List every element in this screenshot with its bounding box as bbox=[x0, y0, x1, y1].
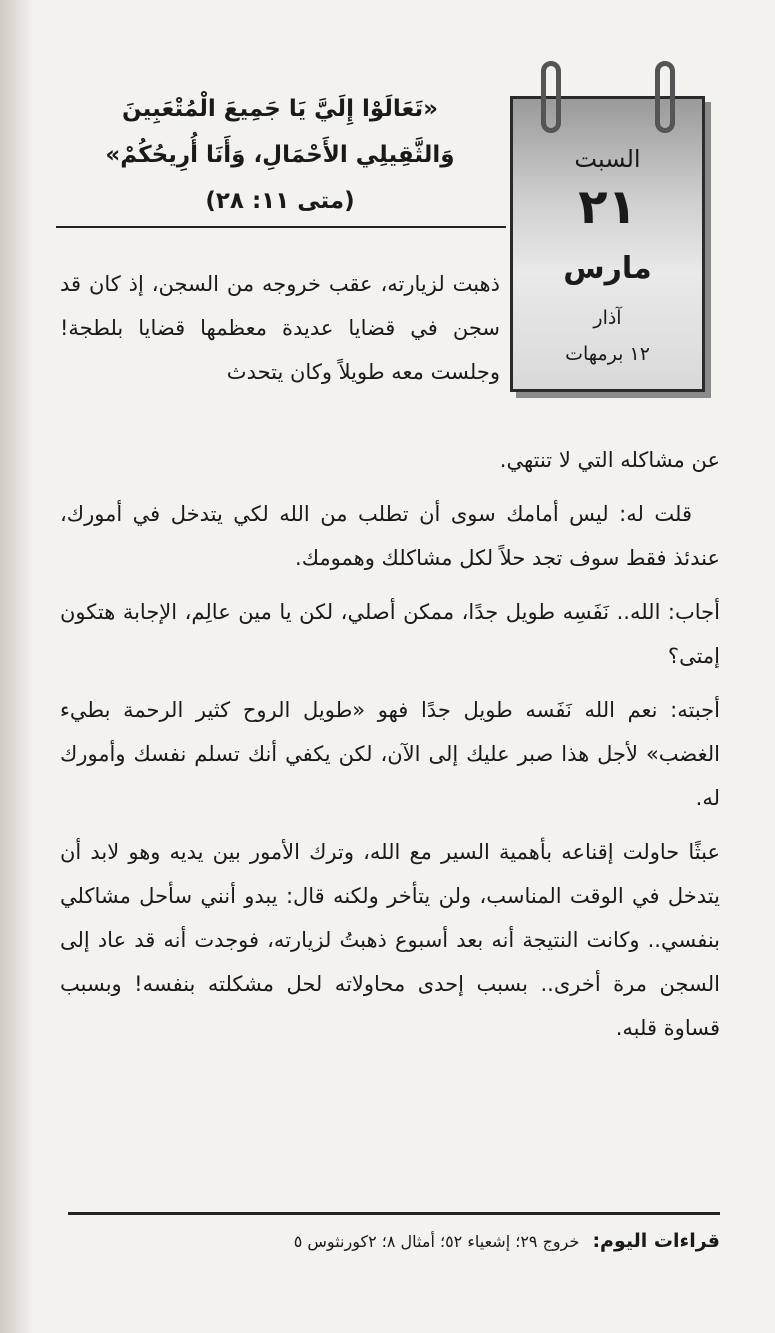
verse-header bbox=[60, 86, 500, 224]
devotional-page bbox=[40, 0, 775, 1333]
verse-line: وَالثَّقِيلِي الأَحْمَالِ، وَأَنَا أُرِيحُكُمْ» bbox=[105, 142, 455, 168]
daily-readings-label: قراءات اليوم: bbox=[592, 1230, 720, 1252]
calendar-ring-icon bbox=[655, 61, 675, 133]
intro-paragraph: ذهبت لزيارته، عقب خروجه من السجن، إذ كان قد سجن في قضايا عديدة معظمها قضايا بلطجة! وجلست معه طويلاً وكان يتحدث bbox=[60, 272, 500, 384]
calendar-month: مارس bbox=[563, 251, 652, 286]
calendar-coptic-date: ١٢ برمهات bbox=[565, 343, 650, 365]
verse-line: «تَعَالَوْا إِلَيَّ يَا جَمِيعَ الْمُتْعَبِينَ bbox=[121, 96, 439, 122]
calendar-ring-icon bbox=[541, 61, 561, 133]
body-text bbox=[60, 438, 720, 1060]
paragraph: عبثًا حاولت إقناعه بأهمية السير مع الله، وترك الأمور بين يديه وهو لابد أن يتدخل في الوقت المناسب، ولن يتأخر ولكنه قال: يبدو أنني سأحل مشاكلي بنفسي.. وكانت النتيجة أنه بعد أسبوع ذهبتُ لزيارته، فوجدت أنه قد عاد إلى السجن مرة أخرى.. بسبب إحدى محاولاته لحل مشكلته بنفسه! وبسبب قساوة قلبه. bbox=[60, 840, 720, 1040]
verse-divider bbox=[56, 226, 506, 228]
paragraph: عن مشاكله التي لا تنتهي. bbox=[499, 448, 720, 472]
daily-readings bbox=[68, 1230, 720, 1252]
calendar-alt-month: آذار bbox=[593, 307, 622, 329]
calendar-date-card bbox=[510, 96, 705, 392]
calendar-day-name: السبت bbox=[574, 145, 641, 173]
daily-readings-list: خروج ٢٩؛ إشعياء ٥٢؛ أمثال ٨؛ ٢كورنثوس ٥ bbox=[293, 1232, 580, 1251]
verse-reference: (متى ١١: ٢٨) bbox=[205, 188, 355, 214]
book-spine-shadow bbox=[0, 0, 34, 1333]
paragraph: أجاب: الله.. نَفَسِه طويل جدًا، ممكن أصلي، لكن يا مين عالِم، الإجابة هتكون إمتى؟ bbox=[60, 600, 720, 668]
paragraph: قلت له: ليس أمامك سوى أن تطلب من الله لكي يتدخل في أمورك، عندئذ فقط سوف تجد حلاً لكل مشاكلك وهمومك. bbox=[60, 502, 720, 570]
calendar-day-number: ٢١ bbox=[578, 179, 637, 235]
footer-divider bbox=[68, 1212, 720, 1215]
paragraph: أجبته: نعم الله نَفَسه طويل جدًا فهو «طويل الروح كثير الرحمة بطيء الغضب» لأجل هذا صبر عليك إلى الآن، لكن يكفي أنك تسلم نفسك وأمورك له. bbox=[60, 698, 720, 810]
